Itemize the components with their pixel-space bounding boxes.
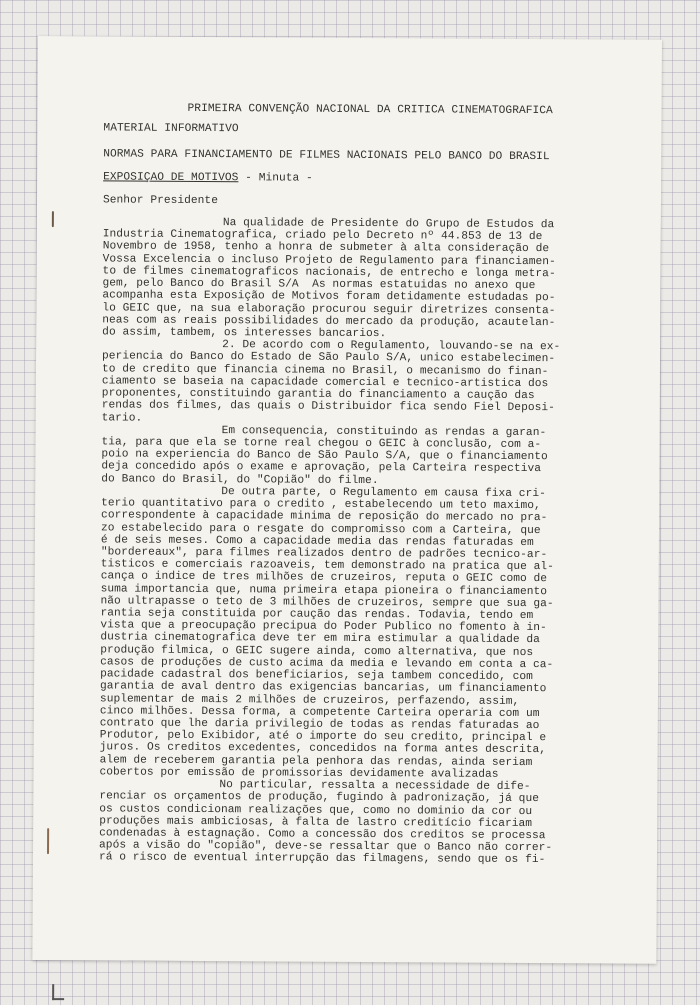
text-line: alem de receberem garantia pela penhora das rendas, ainda seriam [99,754,533,770]
text-line: cinco milhões. Dessa forma, a competente Carteira operaria com um [99,705,540,721]
text-line: tisticos e comerciais razoaveis, tem demonstrado na pratica que al- [100,558,554,574]
text-line: De outra parte, o Regulamento em causa fixa cri- [221,486,546,501]
text-line: contrato que lhe daria privilegio de todas as rendas faturadas ao [99,717,540,733]
text-line: suma importancia que, numa primeira etapa pioneira o financiamento [100,583,548,599]
text-line: "bordereaux", para filmes realizados dentro de padrões tecnico-ar- [100,546,548,562]
text-line: os custos condicionam realizações que, como no dominio da cor ou [99,803,533,819]
text-line: vista que a preocupação precipua do Poder Publico no fomento à in- [100,619,547,635]
document-page [32,36,662,964]
text-line: No particular, ressalta a necessidade de dife- [219,779,531,794]
text-line: suplementar de mais 2 milhões de cruzeiros, perfazendo, assim, [99,693,520,708]
text-line: pacidade cadastral dos beneficiarios, seja tambem concedido, com [100,668,534,684]
subtitle-material: MATERIAL INFORMATIVO [103,122,239,136]
text-line: gem, pelo Banco do Brasil S/A As normas estatuidas no anexo que [102,277,536,293]
text-line: poio na experiencia do Banco de São Paulo S/A, que o financiamento [101,448,548,464]
text-line: rantia seja constituida por caução das rendas. Todavia, tendo em [100,607,534,623]
text-line: juros. Os creditos excedentes, concedidos na forma antes descrita, [99,741,547,757]
text-line: cobertos por emissão de promissorias devidamente avalizadas [99,766,499,781]
text-line: Na qualidade de Presidente do Grupo de Estudos da [222,217,555,232]
text-line: 2. De acordo com o Regulamento, louvando-se na ex- [222,339,561,354]
text-line: é de seis meses. Como a capacidade media das rendas faturadas em [100,534,534,550]
text-line: após a visão do "copião", deve-se ressaltar que o Banco não correr- [99,839,553,855]
text-line: rá o risco de eventual interrupção das filmagens, sendo que os fi- [98,851,546,867]
text-line: ciamento se baseia na capacidade comercial e tecnico-artistica dos [101,375,549,391]
salutation: Senhor Presidente [102,194,219,208]
text-line: casos de produções de custo acima da media e levando em conta a ca- [100,656,554,672]
text-line: proponentes, constituindo garantia do financiamento a caução das [101,387,535,403]
text-line: condenadas à estagnação. Como a concessão dos creditos se processa [99,827,546,843]
text-line: tario. [101,412,143,425]
heading: PRIMEIRA CONVENÇÃO NACIONAL DA CRITICA CINEMATOGRAFICA [187,102,553,118]
text-line: renciar os orçamentos de produção, fugindo à padronização, já que [99,790,540,806]
text-line: Produtor, pelo Exibidor, até o importe do seu credito, principal e [99,729,547,745]
margin-ink-mark [47,828,49,854]
subtitle-normas: NORMAS PARA FINANCIAMENTO DE FILMES NACIONAIS PELO BANCO DO BRASIL [103,148,550,164]
text-line: Vossa Excelencia o incluso Projeto de Regulamento para financiamen- [102,253,556,269]
text-line: zo estabelecido para o resgate do compromisso com a Carteira, que [100,522,541,538]
text-line: lo GEIC que, na sua elaboração procurou seguir diretrizes consenta- [102,302,556,318]
text-line: acompanha esta Exposição de Motivos foram detidamente estudadas po- [102,289,556,305]
text-line: Industria Cinematografica, criado pelo Decreto nº 44.853 de 13 de [102,228,543,244]
text-line: Em consequencia, constituindo as rendas a garan- [221,425,547,440]
text-line: do Banco do Brasil, do "Copião" do filme. [101,473,379,488]
text-line: produções mais ambiciosas, à falta de lastro creditício ficariam [99,815,533,831]
text-line: garantia de aval dentro das exigencias bancarias, um financiamento [99,680,547,696]
text-line: dustria cinematografica deve ter em mira estimular a qualidade da [100,631,540,647]
minuta-label: - Minuta - [238,172,313,185]
exposicao-underlined: EXPOSIÇAO DE MOTIVOS [103,171,239,185]
text-line: rendas dos filmes, das quais o Distribuidor fica sendo Fiel Deposi- [101,399,555,415]
subtitle-exposicao [103,171,313,184]
page-corner-bracket [52,984,64,1000]
text-line: neas com as reais possibilidades do mercado da produção, acautelan- [102,314,556,330]
text-line: não ultrapasse o teto de 3 milhões de cruzeiros, sempre que sua ga- [100,595,554,611]
text-line: Novembro de 1958, tenho a honra de submeter à alta consideração de [102,240,550,256]
text-line: correspondente à capacidade minima de reposição do mercado no pra- [101,509,548,525]
text-line: cança o indice de tres milhões de cruzeiros, reputa o GEIC como de [100,570,548,586]
text-line: tia, para que ela se torne real chegou o GEIC à conclusão, com a- [101,436,542,452]
text-line: terio quantitativo para o credito , estabelecendo um teto maximo, [101,497,541,513]
text-line: to de filmes cinematograficos nacionais, de entrecho e longa metra- [102,265,556,281]
text-line: periencia do Banco do Estado de São Paulo S/A, unico estabelecimen- [102,350,556,366]
text-line: produção filmica, o GEIC sugere ainda, como alternativa, que nos [100,644,534,660]
text-line: to de credito que financia cinema no Brasil, o mecanismo do finan- [101,363,549,379]
text-line: deja concedido após o exame e aprovação, pela Carteira respectiva [101,460,542,476]
margin-pencil-mark [52,211,54,227]
text-line: do assim, tambem, os interesses bancarios. [102,326,387,341]
